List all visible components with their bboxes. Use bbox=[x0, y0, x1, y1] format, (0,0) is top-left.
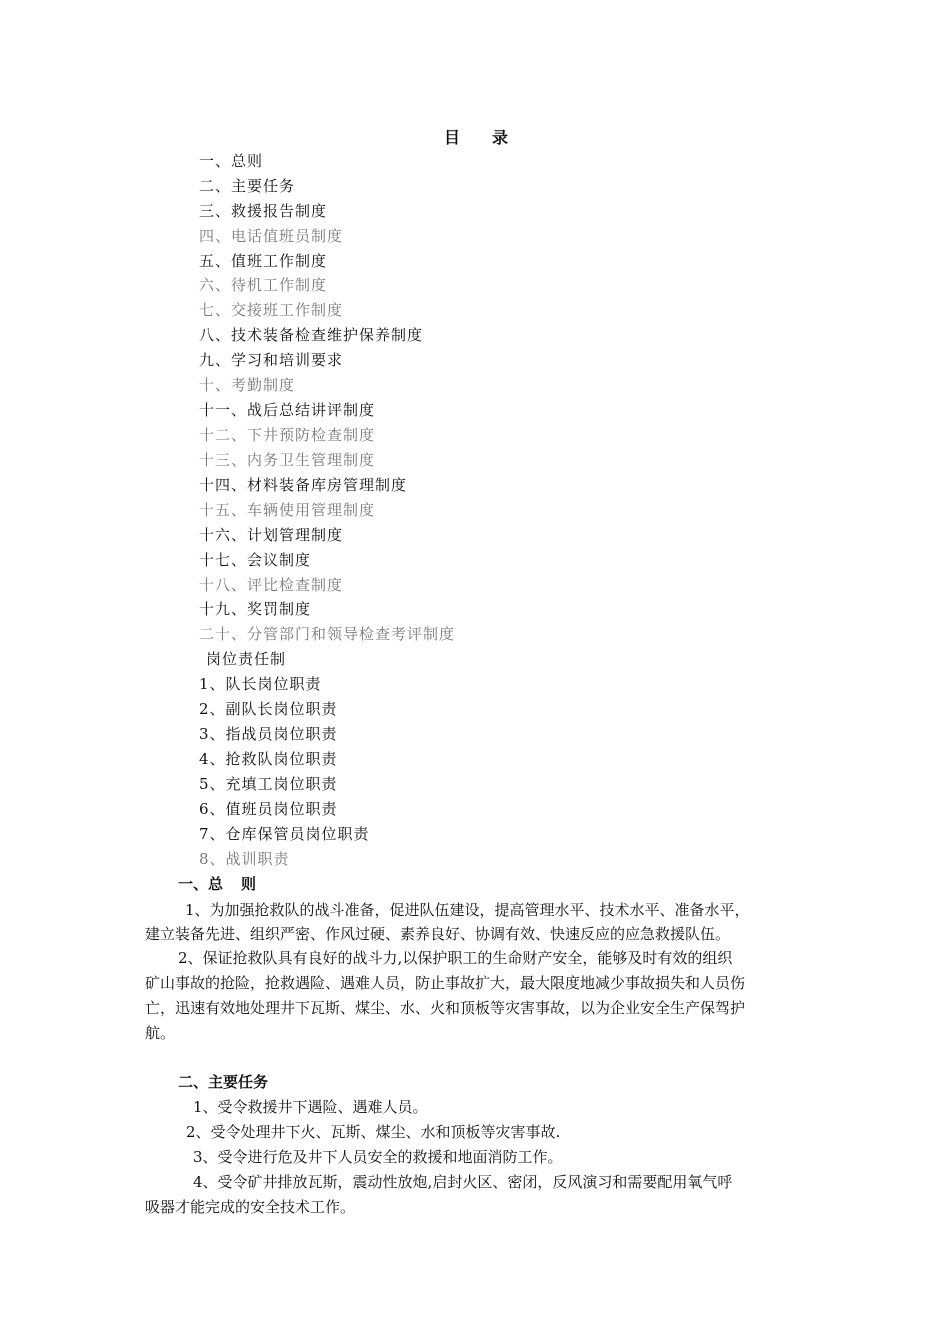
toc-item: 十、考勤制度 bbox=[199, 376, 296, 394]
section-1-paragraph-1-line-1: 1、为加强抢救队的战斗准备，促进队伍建设，提高管理水平、技术水平、准备水平， bbox=[185, 901, 750, 919]
toc-item: 6、值班员岗位职责 bbox=[199, 800, 338, 818]
toc-item: 十五、车辆使用管理制度 bbox=[199, 501, 376, 519]
toc-item: 二、主要任务 bbox=[199, 177, 296, 195]
toc-item: 岗位责任制 bbox=[206, 650, 287, 668]
toc-item: 3、指战员岗位职责 bbox=[199, 725, 338, 743]
section-1-paragraph-2-line-2: 矿山事故的抢险，抢救遇险、遇难人员，防止事故扩大，最大限度地减少事故损失和人员伤 bbox=[145, 974, 746, 992]
toc-item: 十四、材料装备库房管理制度 bbox=[199, 476, 408, 494]
toc-item: 六、待机工作制度 bbox=[199, 276, 328, 294]
section-2-item-2: 2、受令处理井下火、瓦斯、煤尘、水和顶板等灾害事故. bbox=[186, 1123, 561, 1141]
section-1-paragraph-1-line-2: 建立装备先进、组织严密、作风过硬、素养良好、协调有效、快速反应的应急救援队伍。 bbox=[145, 925, 731, 943]
toc-title-char-1: 目 bbox=[444, 128, 463, 147]
section-1-paragraph-2-line-4: 航。 bbox=[145, 1024, 176, 1042]
toc-item: 十二、下井预防检查制度 bbox=[199, 426, 376, 444]
toc-item: 十九、奖罚制度 bbox=[199, 600, 312, 618]
toc-item: 一、总则 bbox=[199, 152, 264, 170]
toc-item: 四、电话值班员制度 bbox=[199, 227, 344, 245]
toc-item: 2、副队长岗位职责 bbox=[199, 700, 338, 718]
toc-item: 九、学习和培训要求 bbox=[199, 351, 344, 369]
toc-item: 十六、计划管理制度 bbox=[199, 526, 344, 544]
toc-title bbox=[444, 125, 510, 148]
section-1-heading-a: 一、总 bbox=[178, 875, 224, 893]
toc-item: 8、战训职责 bbox=[199, 850, 290, 868]
section-2-item-4-line-2: 吸器才能完成的安全技术工作。 bbox=[145, 1198, 356, 1216]
section-1-paragraph-2-line-1: 2、保证抢救队具有良好的战斗力,以保护职工的生命财产安全，能够及时有效的组织 bbox=[178, 949, 733, 967]
toc-item: 7、仓库保管员岗位职责 bbox=[199, 825, 370, 843]
toc-title-char-2: 录 bbox=[492, 128, 511, 147]
toc-item: 七、交接班工作制度 bbox=[199, 301, 344, 319]
section-1-heading-b: 则 bbox=[241, 875, 257, 893]
section-1-paragraph-2-line-3: 亡，迅速有效地处理井下瓦斯、煤尘、水、火和顶板等灾害事故，以为企业安全生产保驾护 bbox=[145, 999, 746, 1017]
toc-item: 五、值班工作制度 bbox=[199, 252, 328, 270]
section-2-item-1: 1、受令救援井下遇险、遇难人员。 bbox=[193, 1098, 428, 1116]
section-1-heading bbox=[178, 872, 256, 896]
toc-item: 十三、内务卫生管理制度 bbox=[199, 451, 376, 469]
toc-item: 5、充填工岗位职责 bbox=[199, 775, 338, 793]
toc-item: 4、抢救队岗位职责 bbox=[199, 750, 338, 768]
toc-item: 十一、战后总结讲评制度 bbox=[199, 401, 376, 419]
section-2-item-4-line-1: 4、受令矿井排放瓦斯，震动性放炮,启封火区、密闭，反风演习和需要配用氧气呼 bbox=[193, 1173, 733, 1191]
toc-item: 三、救援报告制度 bbox=[199, 202, 328, 220]
toc-item: 1、队长岗位职责 bbox=[199, 675, 322, 693]
toc-item: 二十、分管部门和领导检查考评制度 bbox=[199, 625, 456, 643]
section-2-heading: 二、主要任务 bbox=[178, 1073, 269, 1091]
toc-item: 十七、会议制度 bbox=[199, 551, 312, 569]
toc-item: 八、技术装备检查维护保养制度 bbox=[199, 326, 424, 344]
section-2-item-3: 3、受令进行危及井下人员安全的救援和地面消防工作。 bbox=[193, 1148, 563, 1166]
toc-item: 十八、评比检查制度 bbox=[199, 576, 344, 594]
